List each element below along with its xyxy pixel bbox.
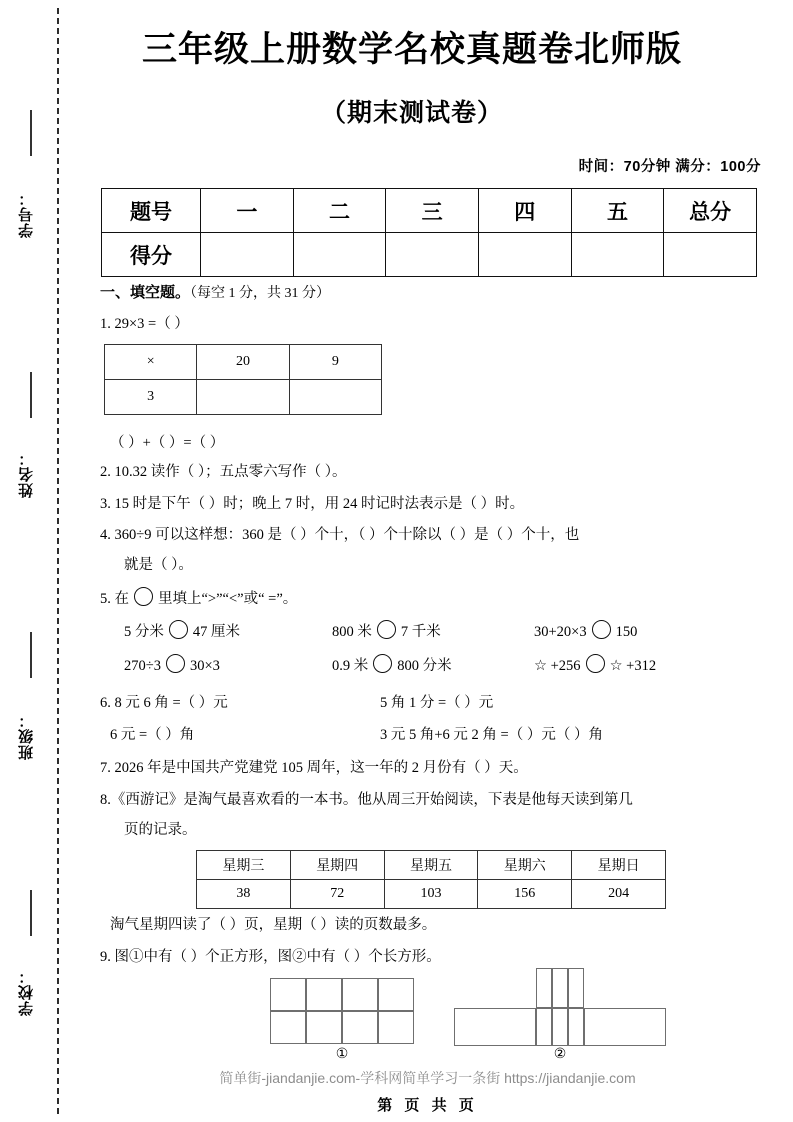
grid-cell [568, 968, 584, 1008]
grid-cell [270, 1011, 306, 1044]
question-6-line1-col2: 5 角 1 分 =（ ）元 [380, 695, 494, 711]
q5-item-5 [332, 654, 452, 675]
question-6-line2-col2: 3 元 5 角+6 元 2 角 =（ ）元（ ）角 [380, 727, 603, 743]
table-row [105, 345, 382, 380]
q5-item-5-left: 0.9 米 [332, 658, 369, 674]
grid-cell [306, 1011, 342, 1044]
question-4-text-line1: 4. 360÷9 可以这样想：360 是（ ）个十，（ ）个十除以（ ）是（ ）个十，也 [100, 527, 580, 543]
section-heading-1 [100, 281, 330, 302]
grid-cell [584, 1008, 666, 1046]
q5-item-4 [124, 654, 220, 675]
figure-2-tshape [454, 968, 666, 1046]
grid-cell [270, 978, 306, 1011]
margin-rule [30, 110, 32, 156]
score-table [101, 188, 757, 277]
grid-cell [536, 968, 552, 1008]
q5-item-3 [534, 620, 637, 641]
q1-cell-blank-1[interactable] [197, 380, 289, 415]
q5-item-1-right: 47 厘米 [192, 624, 240, 640]
score-input-2[interactable] [293, 233, 386, 277]
circle-blank-icon[interactable] [373, 654, 392, 673]
table-row [105, 380, 382, 415]
question-5-prompt-b: 里填上“>”“<”或“ =”。 [158, 591, 298, 607]
q1-header-20: 20 [197, 345, 289, 380]
table-row [102, 189, 757, 233]
score-table-col-total: 总分 [664, 189, 757, 233]
question-2-text: 2. 10.32 读作（ ）；五点零六写作（ ）。 [100, 464, 347, 480]
grid-cell [342, 978, 378, 1011]
question-8-text-line2: 页的记录。 [124, 822, 197, 838]
question-1-text: 1. 29×3 =（ ） [100, 316, 189, 332]
score-table-col-5: 五 [571, 189, 664, 233]
page-title: 三年级上册数学名校真题卷北师版 [141, 30, 682, 69]
section-heading-1-label: 一、填空题。 [100, 284, 191, 301]
question-3-text: 3. 15 时是下午（ ）时；晚上 7 时，用 24 时记时法表示是（ ）时。 [100, 496, 525, 512]
margin-rule [30, 890, 32, 936]
figure-1-caption: ① [335, 1047, 349, 1062]
q5-item-1 [124, 620, 240, 641]
section-heading-1-points: （每空 1 分，共 31 分） [190, 286, 331, 301]
question-8-text-line1: 8.《西游记》是淘气最喜欢看的一本书。他从周三开始阅读，下表是他每天读到第几 [100, 792, 633, 808]
grid-cell [378, 1011, 414, 1044]
margin-rule [30, 372, 32, 418]
score-table-col-3: 三 [386, 189, 479, 233]
grid-cell [378, 978, 414, 1011]
score-input-5[interactable] [571, 233, 664, 277]
q5-item-3-left: 30+20×3 [534, 624, 587, 640]
grid-cell [552, 1008, 568, 1046]
question-8-text-line3: 淘气星期四读了（ ）页，星期（ ）读的页数最多。 [110, 917, 437, 933]
score-input-4[interactable] [478, 233, 571, 277]
score-table-label-score: 得分 [102, 233, 201, 277]
margin-label-school: 学校： [18, 968, 35, 1016]
circle-blank-icon[interactable] [377, 620, 396, 639]
exam-meta: 时间：70分钟 满分：100分 [578, 159, 761, 175]
grid-cell [306, 978, 342, 1011]
question-6-line1-col1: 6. 8 元 6 角 =（ ）元 [100, 695, 228, 711]
grid-cell [454, 1008, 536, 1046]
circle-blank-icon[interactable] [134, 587, 153, 606]
figure-2-caption: ② [553, 1047, 567, 1062]
question-6-line2-col1: 6 元 =（ ）角 [110, 727, 195, 743]
week-day-3: 星期五 [384, 851, 478, 880]
q5-item-2-left: 800 米 [332, 624, 372, 640]
question-8-table [196, 850, 666, 909]
q1-header-9: 9 [289, 345, 381, 380]
q5-item-6-right: ☆ +312 [609, 658, 657, 674]
score-table-label-number: 题号 [102, 189, 201, 233]
question-7-text: 7. 2026 年是中国共产党建党 105 周年，这一年的 2 月份有（ ）天。 [100, 760, 528, 776]
circle-blank-icon[interactable] [586, 654, 605, 673]
score-table-col-2: 二 [293, 189, 386, 233]
score-input-3[interactable] [386, 233, 479, 277]
question-9-text: 9. 图①中有（ ）个正方形，图②中有（ ）个长方形。 [100, 949, 441, 965]
left-margin-zone [0, 0, 62, 1122]
q5-item-2 [332, 620, 441, 641]
question-1-table [104, 344, 382, 415]
margin-rule [30, 632, 32, 678]
week-pages-3: 103 [384, 880, 478, 909]
table-row [197, 880, 666, 909]
score-input-total[interactable] [664, 233, 757, 277]
grid-cell [536, 1008, 552, 1046]
q1-row-3: 3 [105, 380, 197, 415]
q1-header-operator: × [105, 345, 197, 380]
margin-label-name: 姓名： [18, 450, 35, 498]
circle-blank-icon[interactable] [592, 620, 611, 639]
q5-item-1-left: 5 分米 [124, 624, 164, 640]
score-input-1[interactable] [201, 233, 294, 277]
question-5-prompt-a: 5. 在 [100, 591, 129, 607]
question-1-sum-line: （ ）+（ ）=（ ） [110, 435, 225, 451]
margin-label-student-id: 学号： [18, 190, 35, 238]
q5-item-3-right: 150 [615, 624, 638, 640]
grid-cell [552, 968, 568, 1008]
circle-blank-icon[interactable] [169, 620, 188, 639]
score-table-col-1: 一 [201, 189, 294, 233]
q5-item-5-right: 800 分米 [397, 658, 452, 674]
week-day-5: 星期日 [572, 851, 666, 880]
score-table-col-4: 四 [478, 189, 571, 233]
q5-item-6-left: ☆ +256 [534, 658, 581, 674]
grid-cell [568, 1008, 584, 1046]
q5-item-4-right: 30×3 [189, 658, 220, 674]
question-5-prompt [100, 586, 297, 612]
page-subtitle: （期末测试卷） [320, 99, 503, 127]
week-day-1: 星期三 [197, 851, 291, 880]
page-number-footer: 第 页 共 页 [377, 1097, 478, 1114]
exam-page [62, 0, 793, 1122]
circle-blank-icon[interactable] [166, 654, 185, 673]
dashed-fold-line [57, 8, 59, 1114]
watermark-text: 简单街-jiandanjie.com-学科网简单学习一条街 https://jiandanjie.com [219, 1070, 636, 1086]
question-4-text-line2: 就是（ ）。 [124, 557, 193, 573]
q1-cell-blank-2[interactable] [289, 380, 381, 415]
week-pages-5: 204 [572, 880, 666, 909]
q5-item-4-left: 270÷3 [124, 658, 161, 674]
grid-cell [342, 1011, 378, 1044]
week-pages-4: 156 [478, 880, 572, 909]
q5-item-6 [534, 654, 656, 675]
week-pages-1: 38 [197, 880, 291, 909]
q5-item-2-right: 7 千米 [400, 624, 441, 640]
table-row [102, 233, 757, 277]
margin-label-class: 班级： [18, 712, 35, 760]
week-day-2: 星期四 [290, 851, 384, 880]
week-day-4: 星期六 [478, 851, 572, 880]
table-row [197, 851, 666, 880]
week-pages-2: 72 [290, 880, 384, 909]
figure-1-grid [270, 978, 414, 1044]
